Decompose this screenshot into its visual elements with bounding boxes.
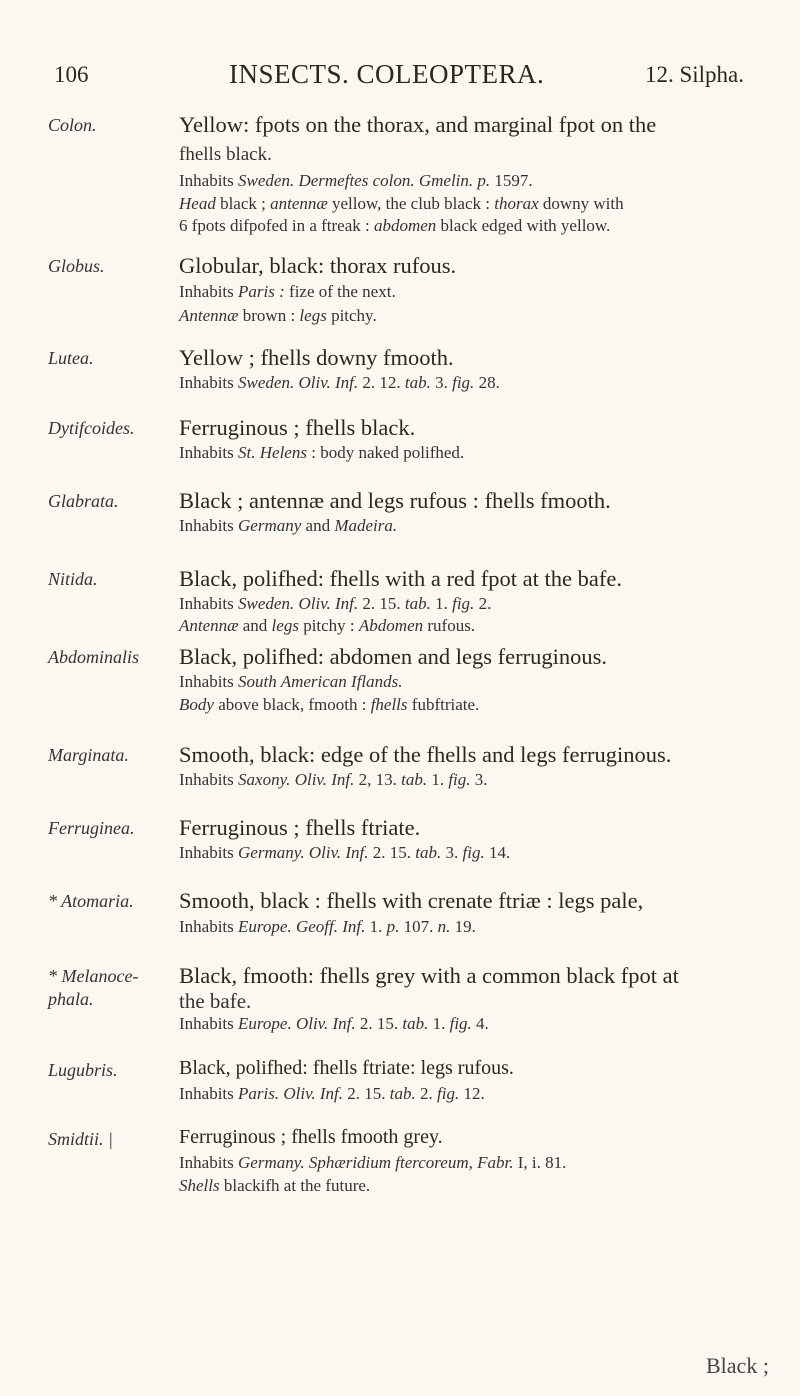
description: Ferruginous ; fhells fmooth grey. [179, 1126, 443, 1148]
habitat-line [179, 171, 533, 191]
text-run: 3. [430, 373, 453, 392]
text-run: 4. [471, 1014, 489, 1033]
italic-run: tab. [401, 770, 428, 789]
note-line [179, 306, 377, 326]
italic-run: Madeira. [334, 516, 398, 535]
text-run: Inhabits [179, 672, 239, 691]
species-name: * Melanoce- [48, 966, 139, 986]
italic-run: St. Helens [238, 443, 307, 462]
note-line [179, 1176, 370, 1196]
italic-run: legs [271, 616, 299, 635]
description: Black, polifhed: fhells ftriate: legs rufous. [179, 1057, 514, 1079]
text-run: 19. [450, 917, 476, 936]
description: Ferruginous ; fhells black. [179, 415, 416, 440]
text-run: and [301, 516, 335, 535]
habitat-line [179, 1084, 485, 1104]
text-run: Inhabits [179, 1153, 239, 1172]
text-run: 2. 15. [358, 594, 405, 613]
habitat-line [179, 672, 403, 692]
text-run: 1. [428, 1014, 450, 1033]
text-run: Inhabits [179, 1084, 239, 1103]
text-run: Inhabits [179, 843, 239, 862]
text-run: Inhabits [179, 1014, 239, 1033]
note-line [179, 616, 475, 636]
text-run: I, i. 81. [513, 1153, 567, 1172]
text-run: 1. [427, 770, 449, 789]
habitat-line [179, 443, 464, 463]
species-name: Globus. [48, 256, 105, 276]
description: Black, fmooth: fhells grey with a common black fpot at [179, 963, 679, 988]
text-run: 28. [474, 373, 500, 392]
running-head [54, 59, 744, 102]
italic-run: Sweden. [238, 171, 295, 190]
italic-run: tab. [415, 843, 442, 862]
description-cont: fhells black. [179, 144, 272, 165]
text-run: 6 fpots difpofed in a ftreak : [179, 216, 374, 235]
italic-run: fig. [452, 594, 475, 613]
text-run: blackifh at the future. [219, 1176, 371, 1195]
text-run: Inhabits [179, 373, 239, 392]
species-name: Colon. [48, 115, 97, 135]
italic-run: Oliv. Inf. [308, 843, 369, 862]
italic-run: Paris : [238, 282, 285, 301]
italic-run: Head [179, 194, 216, 213]
text-run: pitchy. [326, 306, 377, 325]
italic-run: Antennæ [179, 306, 239, 325]
text-run: 2. 15. [368, 843, 416, 862]
italic-run: Sweden. [238, 594, 295, 613]
text-run: 2. 12. [358, 373, 405, 392]
page-number: 106 [54, 62, 89, 87]
text-run: 2. [415, 1084, 438, 1103]
species-name: Lugubris. [48, 1060, 118, 1080]
text-run: fubftriate. [407, 695, 480, 714]
text-run: 1597. [490, 171, 533, 190]
text-run: Inhabits [179, 282, 239, 301]
text-run: Inhabits [179, 770, 239, 789]
text-run: 2. [474, 594, 492, 613]
italic-run: fhells [370, 695, 408, 714]
italic-run: Germany. [238, 1153, 305, 1172]
species-name: Lutea. [48, 348, 94, 368]
italic-run: tab. [404, 594, 431, 613]
text-run: downy with [538, 194, 624, 213]
italic-run: Oliv. Inf. [295, 1014, 356, 1033]
text-run: : body naked polifhed. [306, 443, 465, 462]
text-run: Inhabits [179, 594, 239, 613]
text-run: 2, 13. [354, 770, 402, 789]
text-run: yellow, the club black : [327, 194, 495, 213]
text-run: Inhabits [179, 917, 239, 936]
text-run: and [238, 616, 272, 635]
text-run: black edged with yellow. [436, 216, 611, 235]
genus-heading: 12. Silpha. [644, 62, 744, 87]
italic-run: Germany [238, 516, 302, 535]
italic-run: fig. [449, 1014, 472, 1033]
italic-run: n. [437, 917, 451, 936]
habitat-line [179, 373, 500, 393]
text-run: 3. [441, 843, 463, 862]
italic-run: Saxony. [238, 770, 291, 789]
italic-run: Gmelin. p. [418, 171, 491, 190]
text-run: black ; [215, 194, 271, 213]
habitat-line [179, 843, 510, 863]
description: Black, polifhed: fhells with a red fpot at the bafe. [179, 566, 622, 591]
italic-run: antennæ [270, 194, 328, 213]
description: Black, polifhed: abdomen and legs ferruginous. [179, 644, 608, 669]
description-cont: the bafe. [179, 989, 252, 1013]
italic-run: Dermeftes colon. [298, 171, 415, 190]
italic-run: Antennæ [179, 616, 239, 635]
species-name: Marginata. [48, 745, 129, 765]
italic-run: tab. [404, 373, 431, 392]
species-name: Abdominalis [48, 647, 140, 667]
italic-run: Oliv. Inf. [283, 1084, 344, 1103]
text-run: fize of the next. [284, 282, 396, 301]
italic-run: Abdomen [358, 616, 424, 635]
description: Smooth, black: edge of the fhells and legs ferruginous. [179, 742, 672, 767]
habitat-line [179, 594, 491, 614]
note-line [179, 194, 624, 214]
species-name: Dytifcoides. [48, 418, 135, 438]
italic-run: Europe. [238, 917, 292, 936]
italic-run: Oliv. Inf. [294, 770, 355, 789]
text-run: 12. [459, 1084, 485, 1103]
text-run: pitchy : [298, 616, 359, 635]
italic-run: fig. [452, 373, 475, 392]
note-line [179, 216, 610, 236]
italic-run: Body [179, 695, 214, 714]
habitat-line [179, 516, 397, 536]
habitat-line [179, 282, 396, 302]
species-name-cont: phala. [48, 989, 94, 1009]
species-name: Nitida. [48, 569, 98, 589]
italic-run: Sweden. [238, 373, 295, 392]
text-run: 2. 15. [343, 1084, 390, 1103]
description: Yellow ; fhells downy fmooth. [179, 345, 454, 370]
italic-run: Europe. [238, 1014, 292, 1033]
italic-run: tab. [402, 1014, 429, 1033]
italic-run: South American Iflands. [238, 672, 403, 691]
italic-run: legs [299, 306, 327, 325]
italic-run: Germany. [238, 843, 305, 862]
italic-run: p. [386, 917, 400, 936]
italic-run: Paris. [238, 1084, 280, 1103]
description: Ferruginous ; fhells ftriate. [179, 815, 421, 840]
italic-run: fig. [448, 770, 471, 789]
italic-run: Sphæridium ftercoreum, Fabr. [308, 1153, 514, 1172]
species-name: Ferruginea. [48, 818, 135, 838]
text-run: Inhabits [179, 171, 239, 190]
text-run: 1. [430, 594, 453, 613]
page-title: INSECTS. COLEOPTERA. [229, 59, 545, 89]
catchword: Black ; [706, 1353, 769, 1378]
species-name: Smidtii. | [48, 1129, 113, 1149]
italic-run: tab. [389, 1084, 416, 1103]
habitat-line [179, 1153, 566, 1173]
text-run: rufous. [423, 616, 476, 635]
description: Yellow: fpots on the thorax, and marginal fpot on the [179, 112, 657, 137]
text-run: brown : [238, 306, 300, 325]
species-name: * Atomaria. [48, 891, 134, 911]
text-run: Inhabits [179, 516, 239, 535]
italic-run: fig. [462, 843, 485, 862]
italic-run: Shells [179, 1176, 220, 1195]
text-run: Inhabits [179, 443, 239, 462]
species-name: Glabrata. [48, 491, 119, 511]
italic-run: Oliv. Inf. [298, 373, 359, 392]
italic-run: thorax [494, 194, 539, 213]
note-line [179, 695, 479, 715]
text-run: 2. 15. [355, 1014, 403, 1033]
italic-run: abdomen [373, 216, 437, 235]
italic-run: fig. [437, 1084, 460, 1103]
description: Smooth, black : fhells with crenate ftriæ : legs pale, [179, 888, 644, 913]
text-run: 107. [399, 917, 438, 936]
italic-run: Geoff. Inf. [295, 917, 366, 936]
text-run: 1. [365, 917, 387, 936]
text-run: 14. [484, 843, 511, 862]
text-run: above black, fmooth : [213, 695, 371, 714]
habitat-line [179, 1014, 489, 1034]
habitat-line [179, 917, 476, 937]
habitat-line [179, 770, 488, 790]
text-run: 3. [470, 770, 488, 789]
description: Globular, black: thorax rufous. [179, 253, 457, 278]
italic-run: Oliv. Inf. [298, 594, 359, 613]
description: Black ; antennæ and legs rufous : fhells fmooth. [179, 488, 611, 513]
